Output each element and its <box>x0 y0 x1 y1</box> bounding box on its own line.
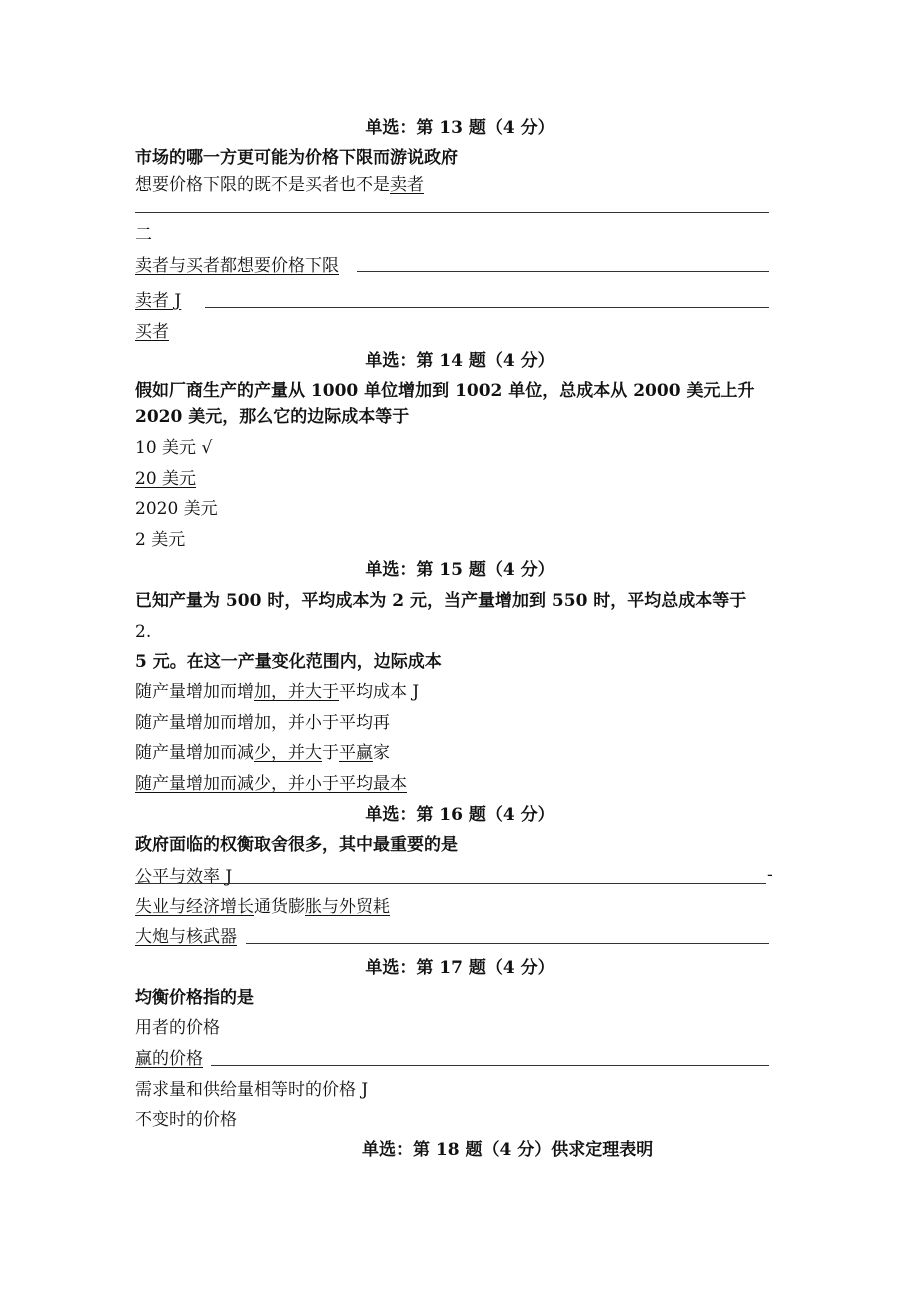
q16-rule-1 <box>135 883 766 884</box>
q16-header: 单选：第 16 题（4 分） <box>365 805 555 825</box>
q15-option-d: 随产量增加而减少，并小于平均最本 <box>135 774 407 794</box>
q16-question: 政府面临的权衡取舍很多，其中最重要的是 <box>135 835 458 855</box>
q16-option-b-part-1: 失业与经济增长 <box>135 897 254 917</box>
q17-option-a: 用者的价格 <box>135 1018 220 1038</box>
q17-option-b: 赢的价格 <box>135 1049 203 1069</box>
q16-option-b-part-3: 胀与外贸耗 <box>305 897 390 917</box>
q13-rule-2 <box>357 271 769 272</box>
q17-rule-1 <box>211 1065 769 1066</box>
q15-option-a <box>135 681 419 703</box>
q15-option-b: 随产量增加而增加，并小于平均再 <box>135 713 390 733</box>
q14-option-c: 2020 美元 <box>135 499 218 519</box>
q15-option-a-part-3: 平均成本 J <box>339 682 420 702</box>
q16-option-c: 大炮与核武器 <box>135 927 237 947</box>
q15-option-c-part-4: 平赢 <box>339 743 373 763</box>
q14-option-a: 10 美元 √ <box>135 438 213 458</box>
q17-question: 均衡价格指的是 <box>135 988 254 1008</box>
q17-header: 单选：第 17 题（4 分） <box>365 958 555 978</box>
q13-option-d: 买者 <box>135 322 169 342</box>
q14-option-b: 20 美元 <box>135 469 197 489</box>
q13-header: 单选：第 13 题（4 分） <box>365 118 555 138</box>
q14-question-line-2: 2020 美元，那么它的边际成本等于 <box>135 407 410 427</box>
q13-option-a-underlined: 卖者 <box>390 175 424 195</box>
q15-option-c-part-1: 随产量增加而减 <box>135 743 254 763</box>
q14-option-d: 2 美元 <box>135 530 186 550</box>
q16-option-a-dash: - <box>767 865 773 885</box>
q15-option-c-part-2: 少，并大 <box>254 743 322 763</box>
q13-option-a <box>135 174 424 196</box>
q13-option-c: 卖者 J <box>135 291 182 311</box>
q15-option-a-part-2: 加，并大于 <box>254 682 339 702</box>
q16-rule-2 <box>246 943 769 944</box>
q15-question-line-3: 5 元。在这一产量变化范围内，边际成本 <box>135 652 442 672</box>
q13-rule-3 <box>205 307 769 308</box>
q13-option-a-text: 想要价格下限的既不是买者也不是 <box>135 175 390 195</box>
q17-option-d: 不变时的价格 <box>135 1110 237 1130</box>
q15-question-line-2: 2. <box>135 622 152 642</box>
q15-question-line-1: 已知产量为 500 时，平均成本为 2 元，当产量增加到 550 时，平均总成本等于 <box>135 591 747 611</box>
q16-option-a: 公平与效率 J <box>135 867 233 887</box>
q13-option-b: 卖者与买者都想要价格下限 <box>135 256 339 276</box>
q15-option-c-part-3: 于 <box>322 743 339 763</box>
q13-question: 市场的哪一方更可能为价格下限而游说政府 <box>135 148 458 168</box>
q13-rule-1 <box>135 212 769 213</box>
q18-header: 单选：第 18 题（4 分）供求定理表明 <box>362 1140 654 1160</box>
q14-header: 单选：第 14 题（4 分） <box>365 351 555 371</box>
q17-option-c: 需求量和供给量相等时的价格 J <box>135 1080 369 1100</box>
q15-option-a-part-1: 随产量增加而增 <box>135 682 254 702</box>
q15-header: 单选：第 15 题（4 分） <box>365 560 555 580</box>
q16-option-b-part-2: 通货膨 <box>254 897 305 917</box>
q13-stray-mark: 二 <box>135 225 152 245</box>
q14-question-line-1: 假如厂商生产的产量从 1000 单位增加到 1002 单位，总成本从 2000 美元上升 <box>135 381 755 401</box>
q15-option-c <box>135 742 390 764</box>
q16-option-b <box>135 896 390 918</box>
q15-option-c-part-5: 家 <box>373 743 390 763</box>
